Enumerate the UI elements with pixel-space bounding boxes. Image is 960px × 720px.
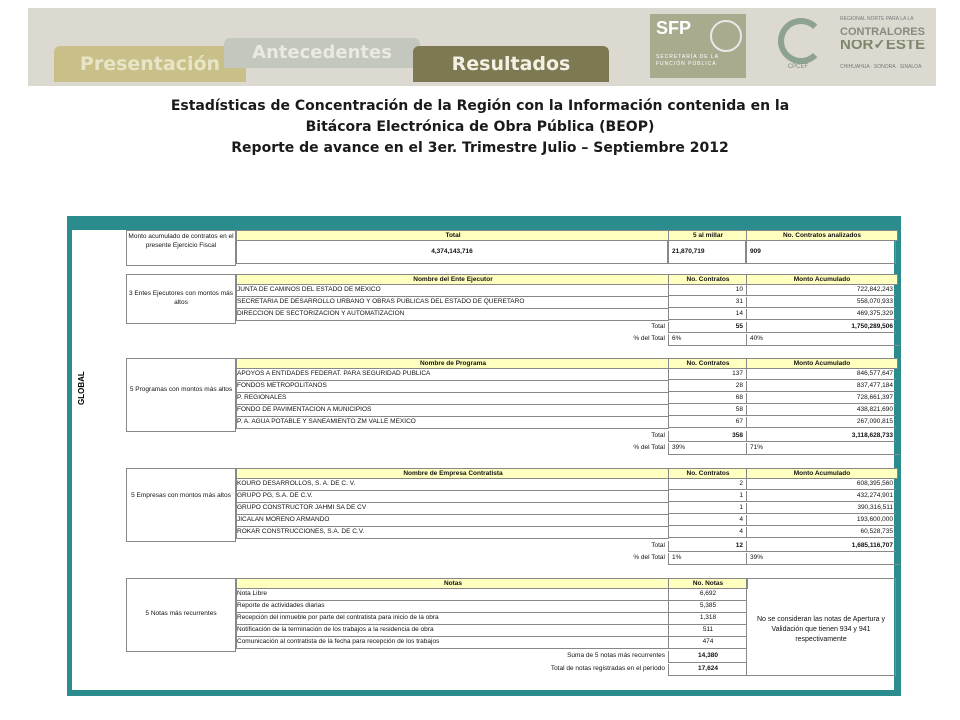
- table-row: Nota Libre: [236, 589, 669, 601]
- programa-monto: 846,577,647: [746, 369, 896, 380]
- programas-total-num: 358: [668, 431, 746, 442]
- monto-header-millar: 5 al millar: [668, 230, 748, 241]
- programa-num: 68: [668, 393, 746, 404]
- nota-num: 5,385: [668, 601, 747, 613]
- sfp-logo-text: SFP: [656, 18, 692, 38]
- title-line-3: Reporte de avance en el 3er. Trimestre Julio – Septiembre 2012: [231, 140, 729, 156]
- ente-monto: 558,070,933: [746, 297, 896, 308]
- empresas-pct-monto: 39%: [746, 553, 900, 565]
- monto-millar: 21,870,719: [668, 240, 746, 264]
- cpcef-ring-icon: [778, 18, 824, 64]
- empresas-total-monto: 1,685,116,707: [746, 541, 896, 552]
- table-row: ROKAR CONSTRUCCIONES, S.A. DE C.V.: [236, 527, 669, 539]
- title-line-2: Bitácora Electrónica de Obra Pública (BEOP): [305, 119, 655, 135]
- empresas-total-num: 12: [668, 541, 746, 552]
- ente-monto: 722,842,243: [746, 285, 896, 296]
- notas-suma: 14,380: [668, 651, 747, 663]
- table-row: JUNTA DE CAMINOS DEL ESTADO DE MEXICO: [236, 285, 669, 297]
- notas-header-num: No. Notas: [668, 578, 748, 589]
- programa-monto: 728,661,397: [746, 393, 896, 404]
- programa-monto: 837,477,184: [746, 381, 896, 392]
- programa-monto: 267,090,815: [746, 417, 896, 428]
- ente-monto: 469,375,329: [746, 309, 896, 320]
- table-row: APOYOS A ENTIDADES FEDERAT. PARA SEGURIDAD PUBLICA: [236, 369, 669, 381]
- nota-num: 6,692: [668, 589, 747, 601]
- empresas-header-num: No. Contratos: [668, 468, 748, 479]
- entes-total-num: 55: [668, 322, 746, 333]
- empresa-num: 1: [668, 491, 746, 502]
- ente-num: 10: [668, 285, 746, 296]
- empresas-header-monto: Monto Acumulado: [746, 468, 898, 479]
- table-row: Comunicación al contratista de la fecha para recepción de los trabajos: [236, 637, 669, 649]
- logo-wordmark: NOR✓ESTE: [840, 40, 926, 49]
- nota-num: 1,318: [668, 613, 747, 625]
- table-row: Reporte de actividades diarias: [236, 601, 669, 613]
- monto-total: 4,374,143,716: [236, 240, 668, 264]
- sfp-logo: [650, 14, 746, 78]
- empresa-monto: 608,395,560: [746, 479, 896, 490]
- entes-label: 3 Entes Ejecutores con montos más altos: [126, 274, 236, 324]
- table-row: P. REGIONALES: [236, 393, 669, 405]
- entes-header-num: No. Contratos: [668, 274, 748, 285]
- entes-total-monto: 1,750,289,506: [746, 322, 896, 333]
- monto-header-total: Total: [236, 230, 670, 241]
- statistics-frame: [67, 216, 901, 696]
- table-row: P. A. AGUA POTABLE Y SANEAMIENTO ZM VALLE MEXICO: [236, 417, 669, 429]
- empresas-pct-num: 1%: [668, 553, 750, 565]
- ente-num: 31: [668, 297, 746, 308]
- programas-header-num: No. Contratos: [668, 358, 748, 369]
- programa-num: 28: [668, 381, 746, 392]
- empresa-num: 4: [668, 515, 746, 526]
- table-row: GRUPO CONSTRUCTOR JAHMI SA DE CV: [236, 503, 669, 515]
- programas-header-name: Nombre de Programa: [236, 358, 670, 369]
- programas-pct-num: 39%: [668, 443, 750, 455]
- table-row: SECRETARIA DE DESARROLLO URBANO Y OBRAS PUBLICAS DEL ESTADO DE QUERETARO: [236, 297, 669, 309]
- empresas-total-label: Total: [651, 542, 665, 549]
- tab-resultados[interactable]: Resultados: [413, 46, 609, 82]
- table-row: FONDO DE PAVIMENTACION A MUNICIPIOS: [236, 405, 669, 417]
- programas-pct-monto: 71%: [746, 443, 900, 455]
- programa-num: 137: [668, 369, 746, 380]
- sfp-logo-subtext: SECRETARÍA DE LA FUNCIÓN PÚBLICA: [656, 54, 720, 67]
- entes-header-monto: Monto Acumulado: [746, 274, 898, 285]
- logo-states: CHIHUAHUA · SONORA · SINALOA: [840, 64, 922, 70]
- empresas-pct-label: % del Total: [633, 554, 665, 561]
- entes-header-name: Nombre del Ente Ejecutor: [236, 274, 670, 285]
- tab-presentacion[interactable]: Presentación: [54, 46, 246, 82]
- monto-header-contratos: No. Contratos analizados: [746, 230, 898, 241]
- empresa-num: 1: [668, 503, 746, 514]
- notas-label: 5 Notas más recurrentes: [126, 578, 236, 652]
- empresas-header-name: Nombre de Empresa Contratista: [236, 468, 670, 479]
- table-row: DIRECCION DE SECTORIZACION Y AUTOMATIZACION: [236, 309, 669, 321]
- table-row: KOURO DESARROLLOS, S. A. DE C. V.: [236, 479, 669, 491]
- empresa-monto: 193,600,000: [746, 515, 896, 526]
- cpcef-logo-text: CPCEF: [787, 64, 809, 70]
- empresa-num: 4: [668, 527, 746, 538]
- table-row: Notificación de la terminación de los trabajos a la residencia de obra: [236, 625, 669, 637]
- entes-pct-num: 6%: [668, 334, 750, 346]
- entes-total-label: Total: [651, 323, 665, 330]
- notas-aclaracion: No se consideran las notas de Apertura y Validación que tienen 934 y 941 respectivamente: [746, 578, 896, 676]
- notas-suma-label: Suma de 5 notas más recurrentes: [567, 652, 665, 659]
- programas-total-label: Total: [651, 432, 665, 439]
- entes-pct-monto: 40%: [746, 334, 900, 346]
- title-line-1: Estadísticas de Concentración de la Región con la Información contenida en la: [170, 98, 790, 114]
- statistics-table: [72, 230, 894, 690]
- empresa-monto: 432,274,901: [746, 491, 896, 502]
- ente-num: 14: [668, 309, 746, 320]
- page-title: [100, 96, 860, 159]
- empresa-num: 2: [668, 479, 746, 490]
- global-label: GLOBAL: [77, 371, 86, 405]
- nota-num: 511: [668, 625, 747, 637]
- programa-monto: 438,821,690: [746, 405, 896, 416]
- programas-header-monto: Monto Acumulado: [746, 358, 898, 369]
- table-row: FONDOS METROPOLITANOS: [236, 381, 669, 393]
- programas-total-monto: 3,118,628,733: [746, 431, 896, 442]
- logo-title: CONTRALORES: [840, 26, 925, 38]
- notas-header-name: Notas: [236, 578, 670, 589]
- monto-contratos: 909: [746, 240, 896, 264]
- notas-total: 17,624: [668, 664, 747, 676]
- logo-caption: REGIONAL NORTE PARA LA LA: [840, 16, 914, 22]
- table-row: JICALAN MORENO ARMANDO: [236, 515, 669, 527]
- table-row: Recepción del inmueble por parte del contratista para inicio de la obra: [236, 613, 669, 625]
- empresas-label: 5 Empresas con montos más altos: [126, 468, 236, 542]
- nota-num: 474: [668, 637, 747, 649]
- tab-antecedentes[interactable]: Antecedentes: [224, 38, 420, 68]
- contralores-noreste-logo: [840, 14, 932, 78]
- empresa-monto: 60,528,735: [746, 527, 896, 538]
- entes-pct-label: % del Total: [633, 335, 665, 342]
- programas-pct-label: % del Total: [633, 444, 665, 451]
- empresa-monto: 390,316,511: [746, 503, 896, 514]
- programa-num: 67: [668, 417, 746, 428]
- programa-num: 58: [668, 405, 746, 416]
- programas-label: 5 Programas con montos más altos: [126, 358, 236, 432]
- table-row: GRUPO PG, S.A. DE C.V.: [236, 491, 669, 503]
- notas-total-label: Total de notas registradas en el período: [550, 665, 665, 672]
- seal-icon: [710, 20, 742, 52]
- monto-label: Monto acumulado de contratos en el presente Ejercicio Fiscal: [126, 230, 236, 266]
- cpcef-logo: [768, 14, 828, 78]
